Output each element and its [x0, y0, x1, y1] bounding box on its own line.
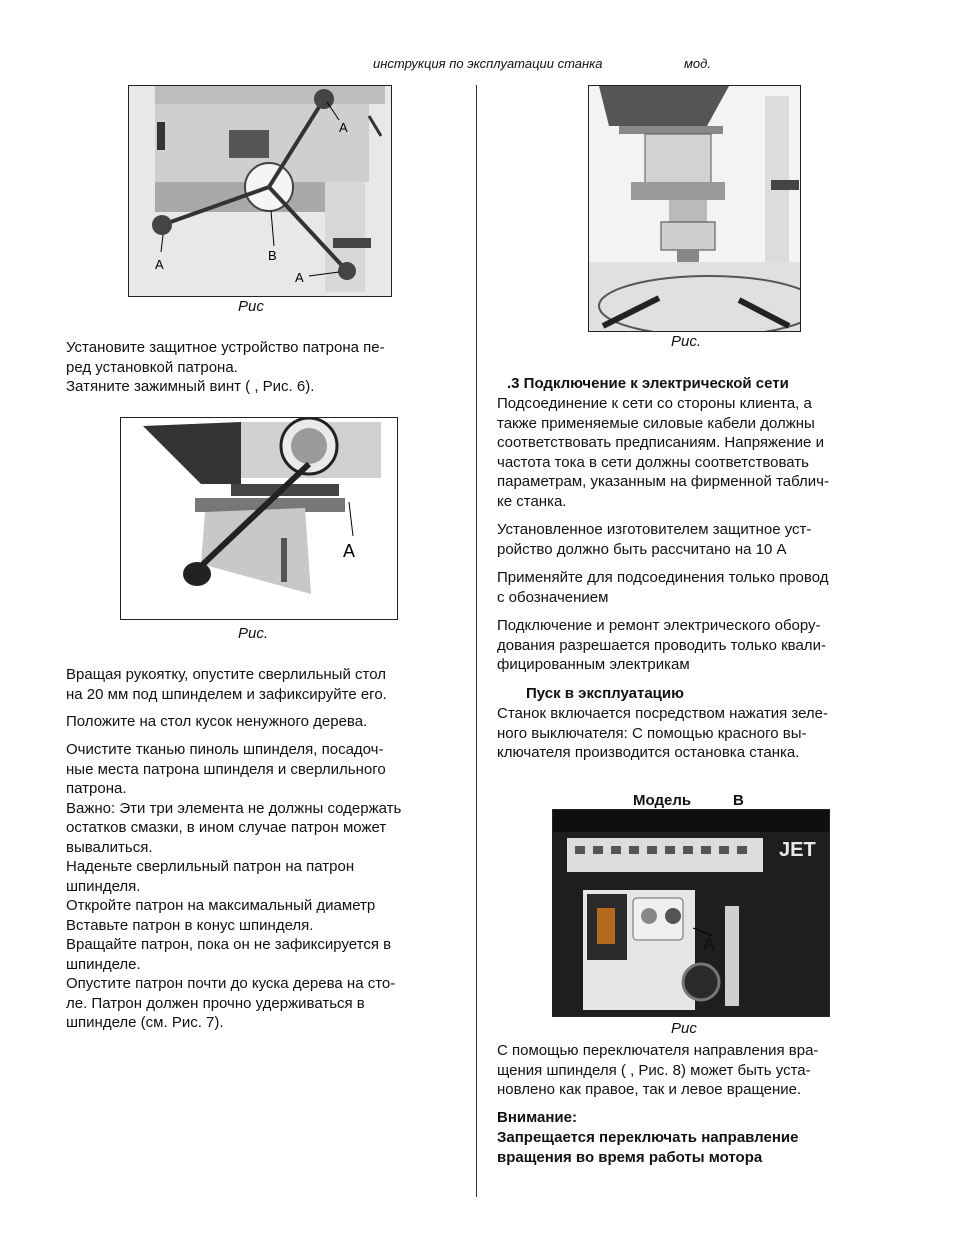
- switch-panel-illustration: [553, 810, 829, 1016]
- paragraph-electrician: Подключение и ремонт электрического обору- дования разрешается проводить только квали- фицированным электрикам: [497, 617, 826, 673]
- brand-logo-text: JET: [779, 839, 816, 861]
- model-label: Модель: [633, 792, 692, 809]
- header-model-suffix: мод.: [684, 56, 711, 71]
- startup-heading: Пуск в эксплуатацию: [526, 685, 684, 702]
- label-a-left: A: [155, 257, 164, 272]
- paragraph-fuse: Установленное изготовителем защитное уст- ройство должно быть рассчитано на 10 А: [497, 521, 812, 558]
- figure-caption: Рис: [671, 1020, 697, 1037]
- chuck-guard-illustration: [121, 418, 397, 619]
- column-divider: [476, 85, 477, 1197]
- chuck-mounted-illustration: [589, 86, 800, 331]
- label-b: B: [268, 248, 277, 263]
- figure-switch-panel: [552, 809, 830, 1017]
- paragraph-wood-piece: Положите на стол кусок ненужного дерева.: [66, 713, 368, 730]
- figure-chuck-mounted: [588, 85, 801, 332]
- label-a: A: [343, 541, 356, 561]
- paragraph-chuck-guard: Установите защитное устройство патрона пе- ред установкой патрона. Затяните зажимный винт ( , Рис. 6).: [66, 339, 385, 395]
- feed-handles-illustration: [129, 86, 391, 296]
- section-heading: .3 Подключение к электрической сети: [507, 375, 789, 392]
- figure-chuck-guard: [120, 417, 398, 620]
- figure-caption: Рис.: [671, 333, 702, 350]
- header-title: инструкция по эксплуатации станка: [373, 56, 603, 71]
- figure-feed-handles: [128, 85, 392, 297]
- paragraph-lower-table: Вращая рукоятку, опустите сверлильный стол на 20 мм под шпинделем и зафиксируйте его.: [66, 666, 387, 703]
- figure-caption: Рис: [238, 298, 264, 315]
- paragraph-startup: Станок включается посредством нажатия зеле- ного выключателя: С помощью красного вы- ключателя производится остановка станка.: [497, 705, 829, 761]
- label-a: A: [703, 934, 716, 954]
- label-a-bottom: A: [295, 270, 304, 285]
- paragraph-mains-connection: Подсоединение к сети со стороны клиента, а также применяемые силовые кабели должны соответствовать предписаниям. Напряжение и частота тока в сети должны соответствовать параметрам, указанным на фирменной таблич- ке станка.: [497, 395, 829, 510]
- warning-heading: Внимание:: [497, 1109, 577, 1126]
- figure-caption: Рис.: [238, 625, 269, 642]
- label-a-top: A: [339, 120, 348, 135]
- model-value: B: [733, 792, 744, 809]
- warning-text: Запрещается переключать направление вращения во время работы мотора: [497, 1129, 799, 1166]
- paragraph-direction-switch: С помощью переключателя направления вра- щения шпинделя ( , Рис. 8) может быть уста- новлено как правое, так и левое вращение.: [497, 1042, 819, 1098]
- paragraph-mount-chuck: Очистите тканью пиноль шпинделя, посадоч- ные места патрона шпинделя и сверлильного патрона. Важно: Эти три элемента не должны содержать остатков смазки, в ином случае патрон может вывалиться. Наденьте сверлильный патрон на патрон шпинделя. Откройте патрон на максимальный диаметр Вставьте патрон в конус шпинделя. Вращайте патрон, пока он не зафиксируется в шпинделе. Опустите патрон почти до куска дерева на сто- ле. Патрон должен прочно удерживаться в шпинделе (см. Рис. 7).: [66, 741, 402, 1031]
- paragraph-cable: Применяйте для подсоединения только провод с обозначением: [497, 569, 829, 606]
